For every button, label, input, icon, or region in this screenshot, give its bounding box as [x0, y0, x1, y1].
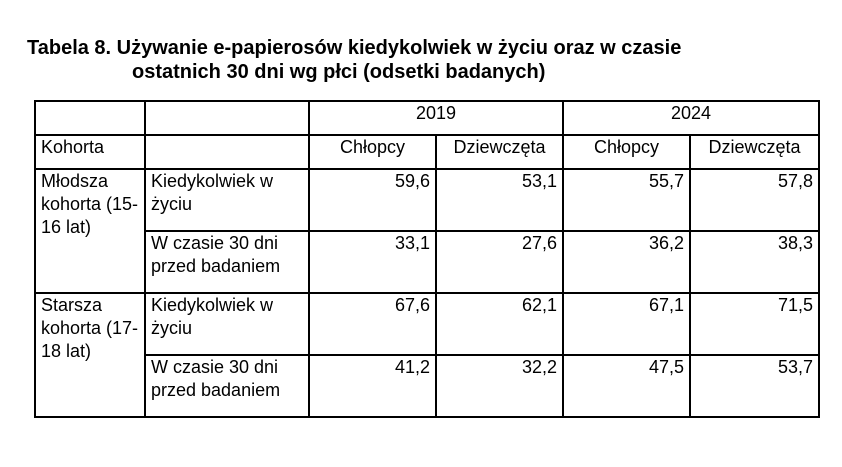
empty-header-cell: [145, 101, 309, 135]
value-cell: 41,2: [309, 355, 436, 417]
cohort-label: Młodsza kohorta (15-16 lat): [35, 169, 145, 293]
year-header-2024: 2024: [563, 101, 819, 135]
value-cell: 62,1: [436, 293, 563, 355]
cohort-header: Kohorta: [35, 135, 145, 169]
gender-header: Dziewczęta: [436, 135, 563, 169]
value-cell: 33,1: [309, 231, 436, 293]
row-label: Kiedykolwiek w życiu: [145, 169, 309, 231]
gender-header: Chłopcy: [563, 135, 690, 169]
row-label: W czasie 30 dni przed badaniem: [145, 231, 309, 293]
year-header-2019: 2019: [309, 101, 563, 135]
value-cell: 67,1: [563, 293, 690, 355]
table-title-line-1: Tabela 8. Używanie e-papierosów kiedykolwiek w życiu oraz w czasie: [27, 37, 682, 59]
table-row: [35, 293, 819, 355]
table-row: [35, 169, 819, 231]
value-cell: 36,2: [563, 231, 690, 293]
table-title: [27, 36, 681, 84]
value-cell: 59,6: [309, 169, 436, 231]
value-cell: 55,7: [563, 169, 690, 231]
table-row: [35, 231, 819, 293]
value-cell: 47,5: [563, 355, 690, 417]
value-cell: 71,5: [690, 293, 819, 355]
empty-header-cell: [35, 101, 145, 135]
value-cell: 38,3: [690, 231, 819, 293]
row-label: Kiedykolwiek w życiu: [145, 293, 309, 355]
table-title-line-2: ostatnich 30 dni wg płci (odsetki badanych): [132, 61, 546, 83]
table-row: [35, 355, 819, 417]
header-row-genders: [35, 135, 819, 169]
header-row-years: [35, 101, 819, 135]
value-cell: 53,7: [690, 355, 819, 417]
gender-header: Dziewczęta: [690, 135, 819, 169]
value-cell: 32,2: [436, 355, 563, 417]
value-cell: 57,8: [690, 169, 819, 231]
value-cell: 53,1: [436, 169, 563, 231]
value-cell: 67,6: [309, 293, 436, 355]
data-table: [34, 100, 820, 418]
empty-header-cell: [145, 135, 309, 169]
row-label: W czasie 30 dni przed badaniem: [145, 355, 309, 417]
cohort-label: Starsza kohorta (17-18 lat): [35, 293, 145, 417]
gender-header: Chłopcy: [309, 135, 436, 169]
value-cell: 27,6: [436, 231, 563, 293]
